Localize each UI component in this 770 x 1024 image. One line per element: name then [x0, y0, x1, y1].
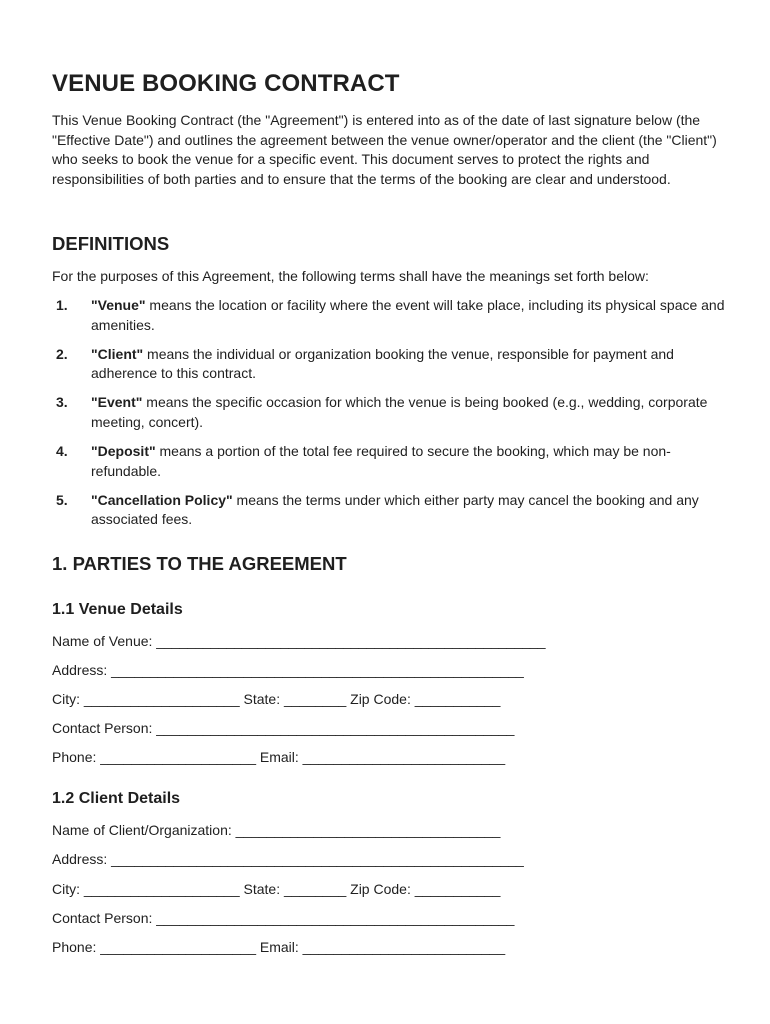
- definition-number: 5.: [56, 491, 68, 508]
- definition-number: 2.: [56, 345, 68, 362]
- definition-text: means the terms under which either party may cancel the booking and any associated fees.: [91, 491, 699, 528]
- definition-term: "Deposit": [91, 443, 156, 460]
- venue-details-heading: 1.1 Venue Details: [52, 601, 183, 618]
- definition-term: "Venue": [91, 297, 146, 313]
- definition-term: "Cancellation Policy": [91, 491, 233, 508]
- definition-item: [52, 296, 732, 335]
- client-city-state-zip-field[interactable]: City: ____________________ State: ________ Zip Code: ___________: [52, 881, 501, 897]
- definition-text: means a portion of the total fee required to secure the booking, which may be non-refundable.: [91, 443, 671, 479]
- definition-term: "Client": [91, 345, 144, 362]
- intro-paragraph: This Venue Booking Contract (the "Agreement") is entered into as of the date of last signature below (the "Effective Date") and outlines the agreement between the venue owner/operator and the client (the "Client") who seeks to book the venue for a specific event. This document serves to protect the rights and responsibilities of both parties and to ensure that the terms of the booking are clear and understood.: [52, 112, 717, 187]
- venue-city-state-zip-field[interactable]: City: ____________________ State: ________ Zip Code: ___________: [52, 691, 501, 707]
- definition-number: 1.: [56, 297, 68, 313]
- definition-term: "Event": [91, 394, 143, 411]
- definition-number: 3.: [56, 394, 68, 411]
- venue-name-field[interactable]: Name of Venue: __________________________________________________: [52, 633, 546, 649]
- client-name-field[interactable]: Name of Client/Organization: __________________________________: [52, 822, 501, 838]
- definition-text: means the individual or organization booking the venue, responsible for payment and adherence to this contract.: [91, 345, 674, 382]
- parties-heading: 1. PARTIES TO THE AGREEMENT: [52, 553, 347, 574]
- definition-text: means the location or facility where the event will take place, including its physical space and amenities.: [91, 297, 725, 333]
- definitions-heading: DEFINITIONS: [52, 233, 170, 254]
- client-phone-email-field[interactable]: Phone: ____________________ Email: __________________________: [52, 939, 506, 955]
- definition-item: [52, 442, 732, 481]
- definition-number: 4.: [56, 443, 68, 460]
- client-contact-person-field[interactable]: Contact Person: ______________________________________________: [52, 910, 515, 926]
- definition-item: [52, 345, 732, 384]
- definition-item: [52, 393, 732, 432]
- document-title: VENUE BOOKING CONTRACT: [52, 70, 400, 97]
- venue-address-field[interactable]: Address: _____________________________________________________: [52, 662, 524, 678]
- definitions-list: [52, 296, 732, 539]
- definitions-lead: For the purposes of this Agreement, the following terms shall have the meanings set forth below:: [52, 268, 649, 284]
- client-address-field[interactable]: Address: _____________________________________________________: [52, 851, 524, 867]
- client-details-heading: 1.2 Client Details: [52, 790, 181, 807]
- venue-contact-person-field[interactable]: Contact Person: ______________________________________________: [52, 720, 515, 736]
- venue-phone-email-field[interactable]: Phone: ____________________ Email: __________________________: [52, 749, 506, 765]
- definition-text: means the specific occasion for which the venue is being booked (e.g., wedding, corporate meeting, concert).: [91, 394, 708, 430]
- definition-item: [52, 491, 732, 530]
